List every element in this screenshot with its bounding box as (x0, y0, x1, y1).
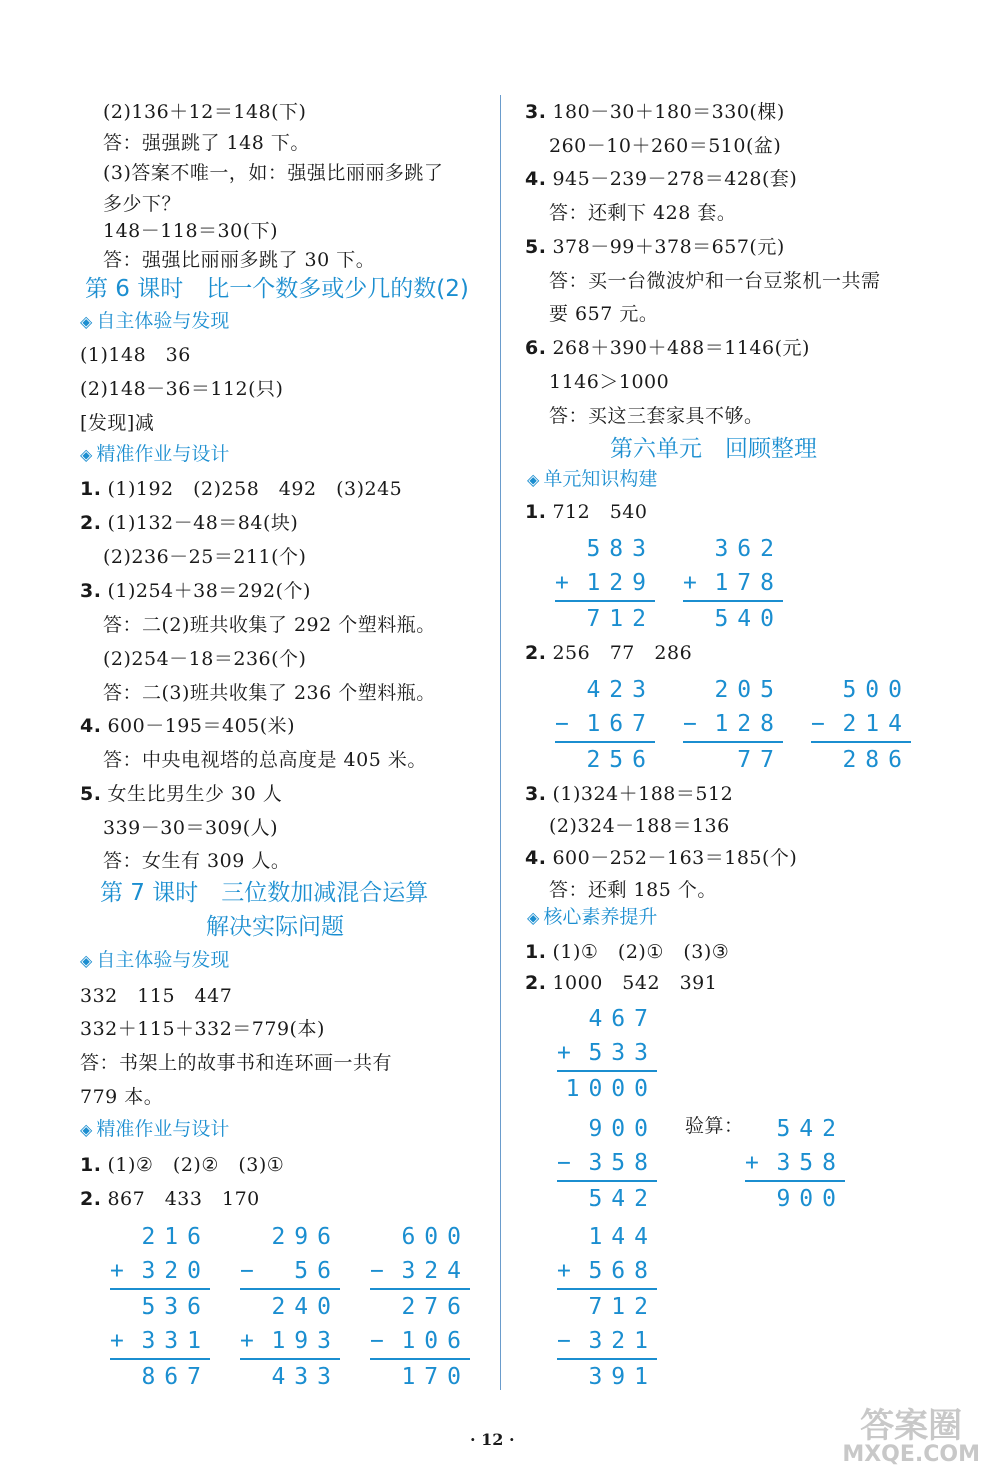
vertical-calculation (683, 532, 783, 636)
question-2 (525, 641, 692, 665)
vertical-calculation (557, 1112, 657, 1216)
text-line: 多少下？ (103, 193, 182, 215)
operator-sign: + (557, 1258, 580, 1284)
text-line: 332＋115＋332＝779(本) (80, 1018, 325, 1040)
answer-text: (1)132－48＝84(块) (107, 512, 299, 534)
vertical-calculation (110, 1220, 210, 1394)
text-line: (2)254－18＝236(个) (103, 648, 307, 670)
question-3 (80, 579, 311, 603)
calc-result: 536 (110, 1288, 210, 1324)
vertical-calculation (683, 673, 783, 777)
answer-text: 女生比男生少 30 人 (107, 783, 283, 805)
question-1 (525, 500, 647, 524)
text-line: (3)答案不唯一，如：强强比丽丽多跳了 (103, 162, 444, 184)
question-number: 5. (525, 236, 547, 258)
calc-result: 712 (555, 600, 655, 636)
lesson-7-subtitle: 解决实际问题 (206, 914, 344, 940)
vertical-calculation (370, 1220, 470, 1394)
text-line: 答：强强跳了 148 下。 (103, 132, 310, 154)
check-label: 验算： (685, 1115, 744, 1137)
text-line: 260－10＋260＝510(盆) (549, 135, 782, 157)
answer-text: 600－252－163＝185(个) (552, 847, 798, 869)
text-line: (1)148 36 (80, 344, 191, 366)
text-line: 答：二(3)班共收集了 236 个塑料瓶。 (103, 682, 436, 704)
calc-row (557, 1254, 657, 1288)
answer-text: 378－99＋378＝657(元) (552, 236, 785, 258)
text-line: [发现]减 (80, 412, 155, 434)
text-line: 答：女生有 309 人。 (103, 850, 291, 872)
calc-operand: 296 (271, 1224, 340, 1250)
calc-operand: 321 (588, 1328, 657, 1354)
text-line: (2)148－36＝112(只) (80, 378, 284, 400)
watermark-url: MXQE.COM (842, 1442, 980, 1467)
calc-result: 542 (557, 1180, 657, 1216)
calc-result: 77 (683, 741, 783, 777)
section-heading: ◈ 精准作业与设计 (80, 1117, 229, 1142)
column-divider (500, 95, 501, 1390)
question-number: 2. (525, 642, 547, 664)
question-5 (525, 235, 785, 259)
calc-operand: 193 (271, 1328, 340, 1354)
calc-operand: 467 (588, 1006, 657, 1032)
calc-operand: 331 (141, 1328, 210, 1354)
calc-row (555, 707, 655, 741)
vertical-calculation (555, 532, 655, 636)
question-number: 5. (80, 783, 102, 805)
text-line: 332 115 447 (80, 985, 233, 1007)
calc-result: 256 (555, 741, 655, 777)
section-heading: ◈ 精准作业与设计 (80, 442, 229, 467)
calc-row (557, 1146, 657, 1180)
question-number: 2. (525, 972, 547, 994)
question-2 (525, 971, 717, 995)
calc-result: 170 (370, 1358, 470, 1394)
question-1 (525, 940, 729, 964)
calc-row (110, 1324, 210, 1358)
calc-operand: 129 (586, 570, 655, 596)
question-4 (80, 714, 295, 738)
calc-operand: 178 (714, 570, 783, 596)
calc-operand: 56 (294, 1258, 340, 1284)
question-number: 1. (80, 1154, 102, 1176)
calc-operand: 358 (588, 1150, 657, 1176)
calc-operand: 583 (586, 536, 655, 562)
calc-operand: 600 (401, 1224, 470, 1250)
text-line: (2)236－25＝211(个) (103, 546, 307, 568)
answer-text: 945－239－278＝428(套) (552, 168, 798, 190)
answer-text: 712 540 (552, 501, 648, 523)
question-number: 4. (525, 847, 547, 869)
operator-sign: + (240, 1328, 263, 1354)
text-line: 1146＞1000 (549, 371, 670, 393)
calc-row (557, 1036, 657, 1070)
calc-operand: 128 (714, 711, 783, 737)
calc-operand: 324 (401, 1258, 470, 1284)
question-number: 1. (80, 478, 102, 500)
operator-sign: − (240, 1258, 263, 1284)
calc-row (110, 1254, 210, 1288)
section-heading: ◈ 自主体验与发现 (80, 309, 229, 334)
calc-operand: 358 (776, 1150, 845, 1176)
page-number: · 12 · (470, 1430, 515, 1449)
calc-result: 391 (557, 1358, 657, 1394)
answer-text: (1)② (2)② (3)① (107, 1154, 285, 1176)
question-number: 3. (525, 783, 547, 805)
text-line: 779 本。 (80, 1086, 164, 1108)
question-number: 3. (525, 101, 547, 123)
calc-row (683, 707, 783, 741)
calc-result: 540 (683, 600, 783, 636)
text-line: 答：强强比丽丽多跳了 30 下。 (103, 249, 376, 271)
calc-operand: 542 (776, 1116, 845, 1142)
calc-operand: 320 (141, 1258, 210, 1284)
calc-row (370, 1324, 470, 1358)
calc-result: 240 (240, 1288, 340, 1324)
calc-operand: 216 (141, 1224, 210, 1250)
vertical-calculation (745, 1112, 845, 1216)
question-2 (80, 511, 298, 535)
section-heading: ◈ 核心素养提升 (527, 905, 657, 930)
unit-6-title: 第六单元 回顾整理 (610, 436, 817, 462)
question-5 (80, 782, 282, 806)
calc-operand: 144 (588, 1224, 657, 1250)
calc-result: 433 (240, 1358, 340, 1394)
calc-operand: 500 (842, 677, 911, 703)
watermark-text: 答案圈 (860, 1406, 963, 1446)
question-number: 4. (80, 715, 102, 737)
vertical-calculation (240, 1220, 340, 1394)
calc-row (811, 707, 911, 741)
question-1 (80, 477, 402, 501)
text-line: 答：二(2)班共收集了 292 个塑料瓶。 (103, 614, 436, 636)
calc-row (240, 1324, 340, 1358)
text-line: 要 657 元。 (549, 303, 659, 325)
question-number: 1. (525, 941, 547, 963)
vertical-calculation (557, 1002, 657, 1106)
calc-row (370, 1254, 470, 1288)
question-6 (525, 336, 810, 360)
calc-result: 276 (370, 1288, 470, 1324)
operator-sign: − (683, 711, 706, 737)
question-number: 1. (525, 501, 547, 523)
question-4 (525, 167, 797, 191)
text-line: 答：还剩下 428 套。 (549, 202, 737, 224)
lesson-7-title: 第 7 课时 三位数加减混合运算 (100, 880, 429, 906)
text-line: (2)324－188＝136 (549, 815, 730, 837)
text-line: 答：买这三套家具不够。 (549, 405, 764, 427)
question-number: 4. (525, 168, 547, 190)
answer-text: 867 433 170 (107, 1188, 260, 1210)
text-line: 答：买一台微波炉和一台豆浆机一共需 (549, 270, 881, 292)
text-line: 339－30＝309(人) (103, 817, 279, 839)
operator-sign: + (745, 1150, 768, 1176)
answer-text: 180－30＋180＝330(棵) (552, 101, 785, 123)
operator-sign: − (557, 1150, 580, 1176)
calc-operand: 568 (588, 1258, 657, 1284)
question-number: 2. (80, 1188, 102, 1210)
calc-result: 712 (557, 1288, 657, 1324)
answer-text: 600－195＝405(米) (107, 715, 296, 737)
operator-sign: + (557, 1040, 580, 1066)
calc-operand: 214 (842, 711, 911, 737)
calc-row (745, 1146, 845, 1180)
calc-operand: 106 (401, 1328, 470, 1354)
calc-row (557, 1324, 657, 1358)
operator-sign: + (110, 1258, 133, 1284)
vertical-calculation (555, 673, 655, 777)
operator-sign: − (557, 1328, 580, 1354)
calc-row (555, 566, 655, 600)
answer-text: (1)254＋38＝292(个) (107, 580, 311, 602)
section-heading: ◈ 自主体验与发现 (80, 948, 229, 973)
answer-text: 268＋390＋488＝1146(元) (552, 337, 810, 359)
text-line: 答：还剩 185 个。 (549, 879, 717, 901)
question-4 (525, 846, 797, 870)
text-line: 答：中央电视塔的总高度是 405 米。 (103, 749, 427, 771)
calc-result: 1000 (557, 1070, 657, 1106)
operator-sign: + (555, 570, 578, 596)
lesson-6-title: 第 6 课时 比一个数多或少几的数(2) (85, 276, 469, 302)
answer-text: (1)192 (2)258 492 (3)245 (107, 478, 403, 500)
calc-result: 867 (110, 1358, 210, 1394)
question-1 (80, 1153, 284, 1177)
text-line: 148－118＝30(下) (103, 220, 279, 242)
section-heading: ◈ 单元知识构建 (527, 467, 657, 492)
question-number: 2. (80, 512, 102, 534)
vertical-calculation (557, 1220, 657, 1394)
answer-text: (1)① (2)① (3)③ (552, 941, 730, 963)
calc-operand: 533 (588, 1040, 657, 1066)
operator-sign: − (811, 711, 834, 737)
operator-sign: + (110, 1328, 133, 1354)
text-line: 答：书架上的故事书和连环画一共有 (80, 1052, 393, 1074)
question-3 (525, 100, 785, 124)
calc-row (683, 566, 783, 600)
calc-operand: 423 (586, 677, 655, 703)
question-number: 3. (80, 580, 102, 602)
question-3 (525, 782, 733, 806)
question-number: 6. (525, 337, 547, 359)
text-line: (2)136＋12＝148(下) (103, 101, 307, 123)
calc-result: 900 (745, 1180, 845, 1216)
calc-row (240, 1254, 340, 1288)
operator-sign: − (370, 1258, 393, 1284)
calc-result: 286 (811, 741, 911, 777)
calc-operand: 205 (714, 677, 783, 703)
answer-text: 256 77 286 (552, 642, 693, 664)
answer-text: 1000 542 391 (552, 972, 718, 994)
operator-sign: − (370, 1328, 393, 1354)
question-2 (80, 1187, 260, 1211)
calc-operand: 167 (586, 711, 655, 737)
operator-sign: + (683, 570, 706, 596)
calc-operand: 900 (588, 1116, 657, 1142)
watermark-logo (842, 1406, 980, 1467)
answer-text: (1)324＋188＝512 (552, 783, 734, 805)
operator-sign: − (555, 711, 578, 737)
calc-operand: 362 (714, 536, 783, 562)
vertical-calculation (811, 673, 911, 777)
